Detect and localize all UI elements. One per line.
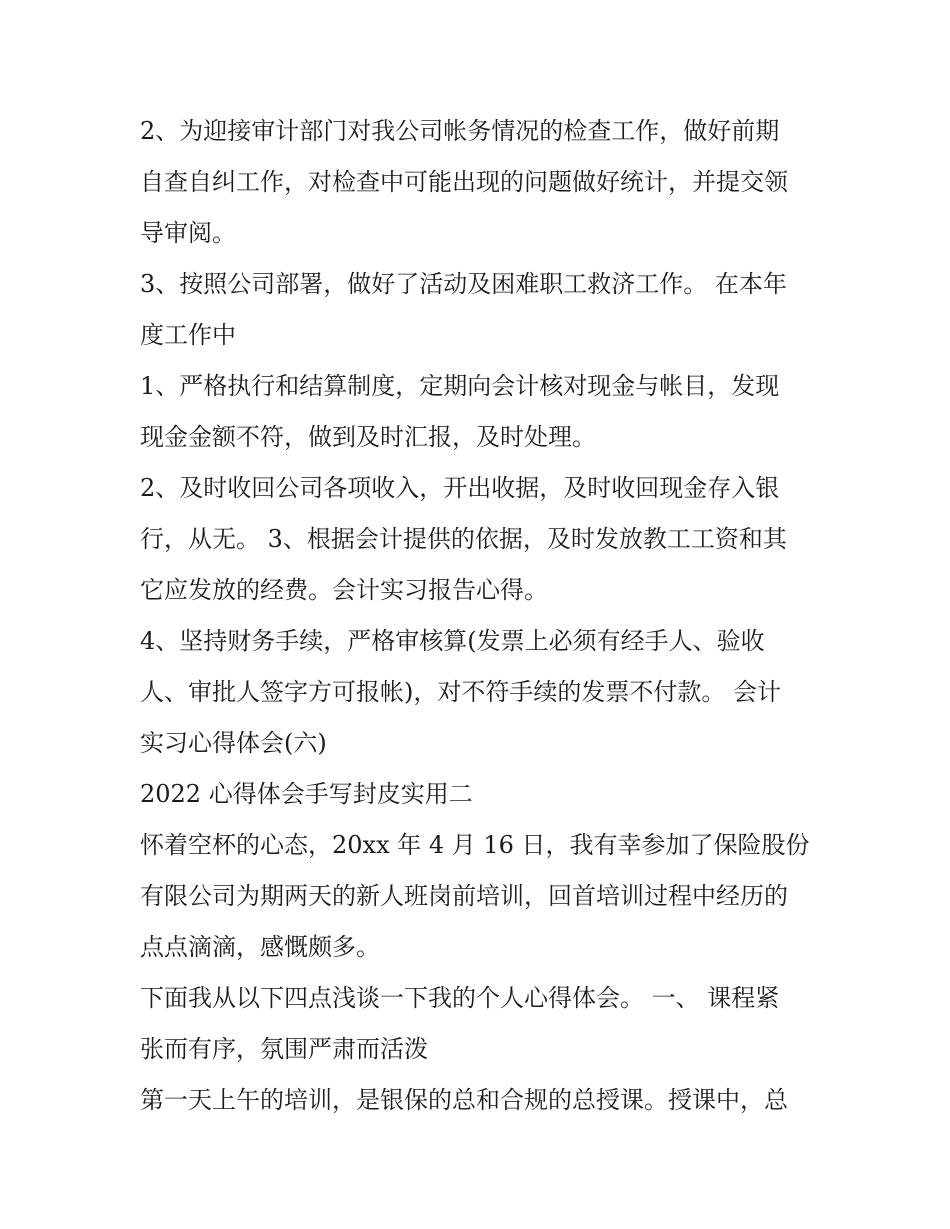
text-line: 第一天上午的培训，是银保的总和合规的总授课。授课中，总 [140, 1086, 788, 1114]
text-line: 下面我从以下四点浅谈一下我的个人心得体会。 一、 课程紧 [140, 984, 780, 1012]
text-line: 1、严格执行和结算制度，定期向会计核对现金与帐目，发现 [140, 372, 780, 400]
text-line: 行，从无。 3、根据会计提供的依据，及时发放教工工资和其 [140, 525, 787, 553]
paragraph [140, 106, 820, 259]
paragraph [140, 361, 820, 463]
paragraph [140, 1075, 820, 1126]
paragraph [140, 463, 820, 616]
text-line: 导审阅。 [140, 219, 236, 247]
text-line: 现金金额不符，做到及时汇报，及时处理。 [140, 423, 596, 451]
text-line: 自查自纠工作，对检查中可能出现的问题做好统计，并提交领 [140, 168, 788, 196]
paragraph [140, 973, 820, 1075]
text-line: 4、坚持财务手续，严格审核算(发票上必须有经手人、验收 [140, 627, 765, 655]
paragraph [140, 820, 820, 973]
paragraph [140, 616, 820, 769]
text-line: 2、及时收回公司各项收入，开出收据，及时收回现金存入银 [140, 474, 780, 502]
text-line: 2022 心得体会手写封皮实用二 [140, 780, 473, 808]
paragraph [140, 259, 820, 361]
text-line: 3、按照公司部署，做好了活动及困难职工救济工作。 在本年 [140, 270, 787, 298]
text-line: 它应发放的经费。会计实习报告心得。 [140, 576, 548, 604]
text-line: 张而有序，氛围严肃而活泼 [140, 1035, 428, 1063]
text-line: 怀着空杯的心态，20xx 年 4 月 16 日，我有幸参加了保险股份 [140, 831, 810, 859]
document-body [140, 106, 820, 1126]
text-line: 点点滴滴，感慨颇多。 [140, 933, 380, 961]
text-line: 实习心得体会(六) [140, 729, 327, 757]
section-heading [140, 769, 820, 820]
text-line: 人、审批人签字方可报帐)，对不符手续的发票不付款。 会计 [140, 678, 781, 706]
text-line: 有限公司为期两天的新人班岗前培训，回首培训过程中经历的 [140, 882, 788, 910]
text-line: 度工作中 [140, 321, 236, 349]
text-line: 2、为迎接审计部门对我公司帐务情况的检查工作，做好前期 [140, 117, 780, 145]
